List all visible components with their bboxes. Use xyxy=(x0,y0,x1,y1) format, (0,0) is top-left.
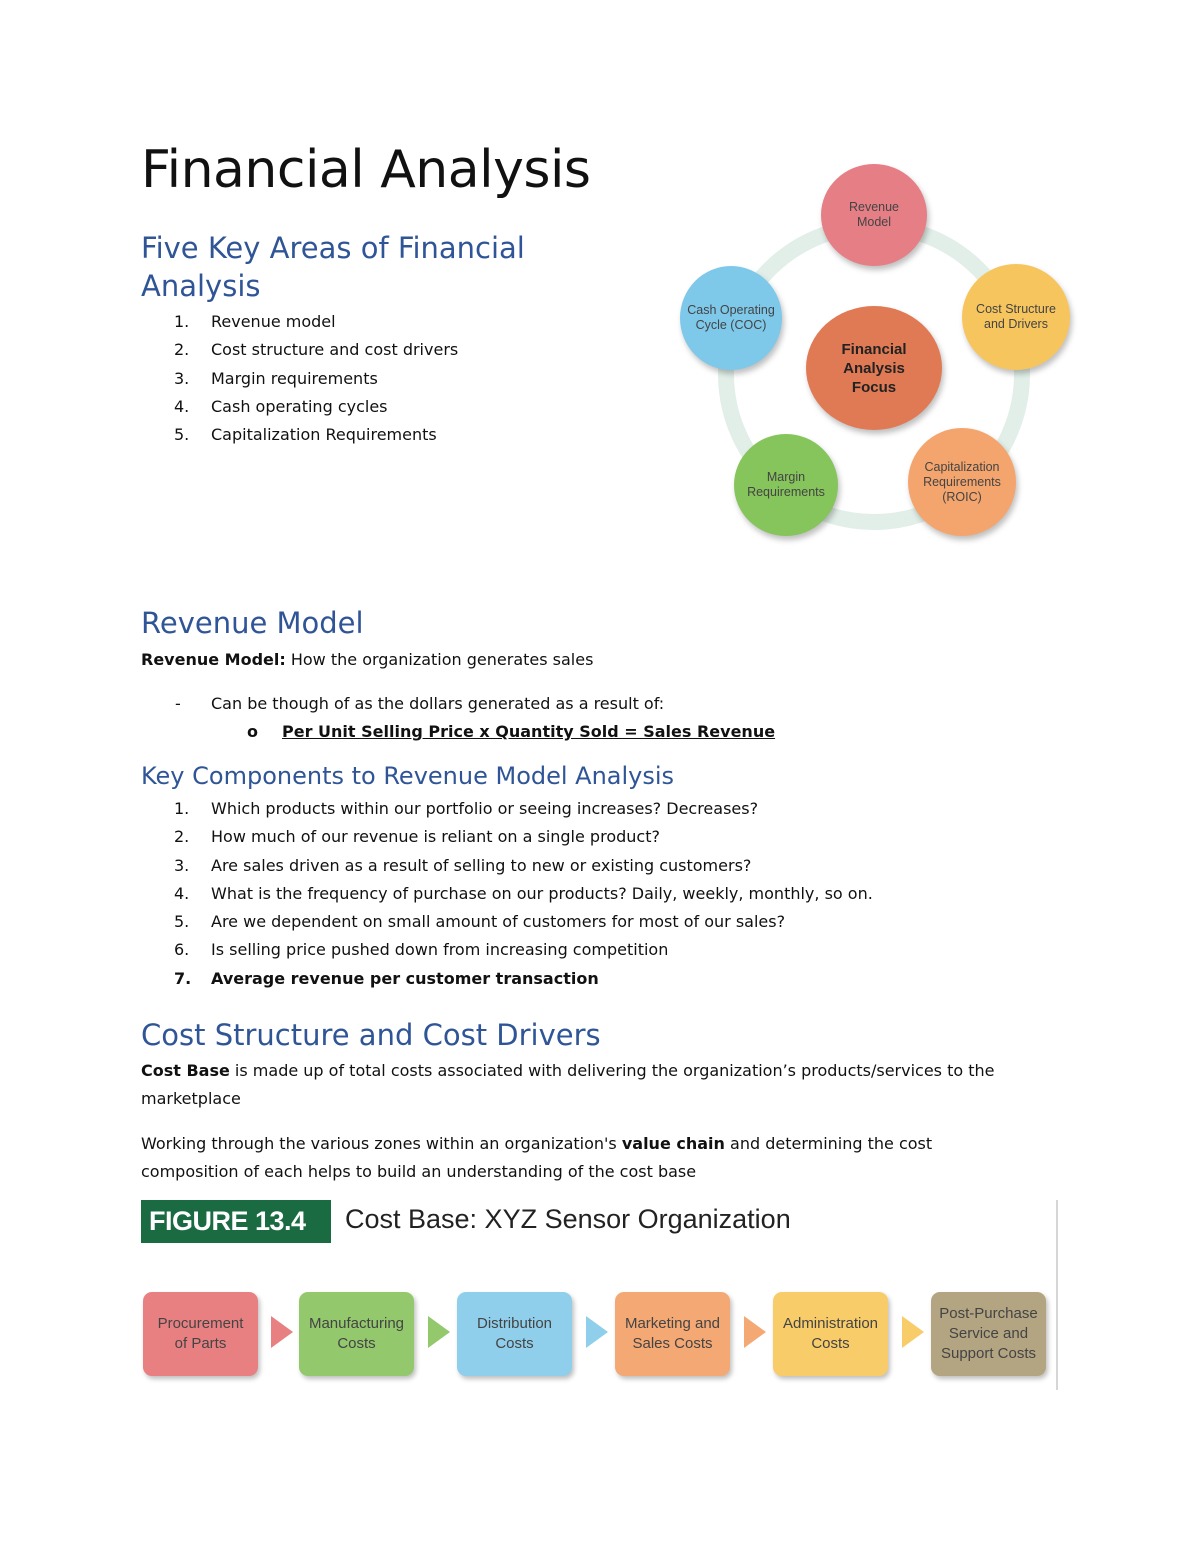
page-title: Financial Analysis xyxy=(141,140,591,200)
figure-title: Cost Base: XYZ Sensor Organization xyxy=(345,1204,791,1234)
figure-badge: FIGURE 13.4 xyxy=(141,1200,331,1243)
list-item: 2. Cost structure and cost drivers xyxy=(174,340,459,360)
list-item: 1. Revenue model xyxy=(174,312,336,331)
list-item: 4. Cash operating cycles xyxy=(174,396,388,416)
step-post-purchase-service: Post-Purchase Service and Support Costs xyxy=(931,1292,1046,1376)
revenue-model-definition: Revenue Model: How the organization generates sales xyxy=(141,650,594,669)
list-item: 6. Is selling price pushed down from increasing competition xyxy=(174,940,669,960)
heading-line-1: Five Key Areas of Financial xyxy=(141,231,525,265)
step-administration-costs: Administration Costs xyxy=(773,1292,888,1376)
sales-revenue-formula: Per Unit Selling Price x Quantity Sold = Sales Revenue xyxy=(282,722,776,741)
list-item: 1. Which products within our portfolio or seeing increases? Decreases? xyxy=(174,799,759,818)
step-manufacturing-costs: Manufacturing Costs xyxy=(299,1292,414,1376)
circle-cash-operating-cycle: Cash Operating Cycle (COC) xyxy=(680,266,782,370)
circle-capitalization-requirements: Capitalization Requirements (ROIC) xyxy=(908,428,1016,536)
circle-cost-structure: Cost Structure and Drivers xyxy=(962,264,1070,370)
step-procurement-of-parts: Procurement of Parts xyxy=(143,1292,258,1376)
step-marketing-and-sales-costs: Marketing and Sales Costs xyxy=(615,1292,730,1376)
cost-structure-heading: Cost Structure and Cost Drivers xyxy=(141,1018,601,1052)
figure-border xyxy=(1056,1200,1058,1390)
cost-base-paragraph: Cost Base is made up of total costs associated with delivering the organization’s products/services to the marketplace xyxy=(141,1061,995,1108)
arrow-right-icon xyxy=(744,1316,766,1348)
key-components-list xyxy=(141,795,873,993)
list-item: 7. Average revenue per customer transaction xyxy=(174,968,599,988)
revenue-model-heading: Revenue Model xyxy=(141,606,364,640)
list-item: 5. Are we dependent on small amount of customers for most of our sales? xyxy=(174,912,786,932)
list-item: 4. What is the frequency of purchase on our products? Daily, weekly, monthly, so on. xyxy=(174,883,873,903)
value-chain-paragraph: Working through the various zones within an organization's value chain and determining the cost composition of each helps to build an understanding of the cost base xyxy=(141,1134,933,1181)
heading-line-2: Analysis xyxy=(141,269,261,303)
key-components-heading: Key Components to Revenue Model Analysis xyxy=(141,762,675,790)
list-item: 2. How much of our revenue is reliant on a single product? xyxy=(174,827,660,847)
circle-revenue-model: Revenue Model xyxy=(821,164,927,266)
five-key-areas-list xyxy=(141,308,458,449)
arrow-right-icon xyxy=(428,1316,450,1348)
list-item: 3. Are sales driven as a result of selling to new or existing customers? xyxy=(174,855,752,875)
step-distribution-costs: Distribution Costs xyxy=(457,1292,572,1376)
center-circle-financial-analysis-focus: Financial Analysis Focus xyxy=(806,306,942,430)
arrow-right-icon xyxy=(271,1316,293,1348)
list-item: 3. Margin requirements xyxy=(174,368,378,388)
financial-analysis-focus-diagram xyxy=(668,158,1088,558)
list-item: 5. Capitalization Requirements xyxy=(174,425,437,445)
five-key-areas-heading xyxy=(141,229,525,305)
arrow-right-icon xyxy=(902,1316,924,1348)
figure-13-4-cost-base xyxy=(141,1200,1058,1390)
arrow-right-icon xyxy=(586,1316,608,1348)
circle-margin-requirements: Margin Requirements xyxy=(734,434,838,536)
